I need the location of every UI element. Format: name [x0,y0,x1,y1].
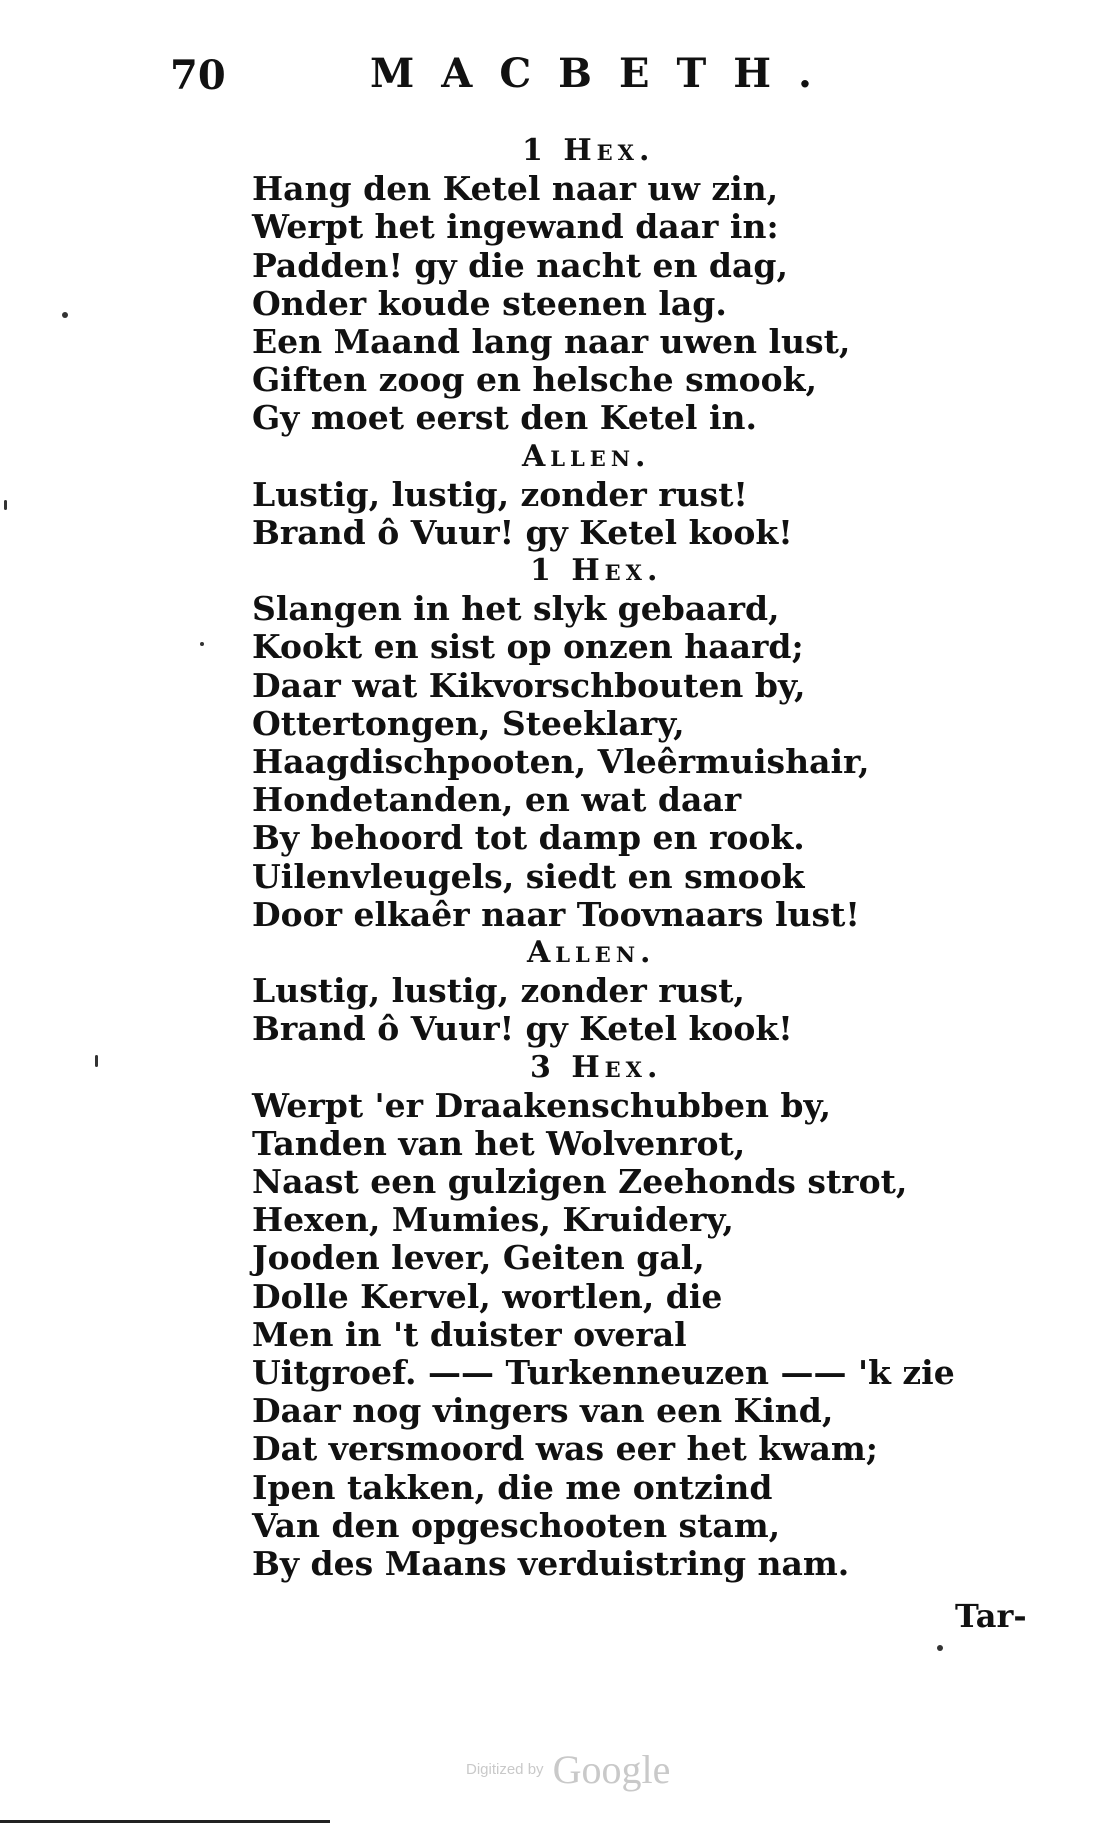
verse-line: Men in 't duister overal [252,1314,687,1354]
verse-line: Slangen in het slyk gebaard, [252,589,780,629]
verse-line: Hang den Ketel naar uw zin, [252,169,779,209]
speaker-heading: 1 Hex. [530,553,663,589]
verse-line: Gy moet eerst den Ketel in. [252,398,757,438]
running-title: MACBETH. [370,50,839,97]
verse-line: Brand ô Vuur! gy Ketel kook! [252,512,793,552]
speaker-heading: 3 Hex. [530,1049,663,1085]
verse-line: Giften zoog en helsche smook, [252,360,817,400]
verse-line: Lustig, lustig, zonder rust! [252,474,748,514]
speaker-heading: 1 Hex. [522,133,655,168]
verse-line: By behoord tot damp en rook. [252,818,805,858]
verse-line: Haagdischpooten, Vleêrmuishair, [252,742,870,781]
ink-speck [937,1645,943,1651]
speaker-heading: Allen. [527,934,656,970]
ink-speck [62,312,68,318]
verse-line: Van den opgeschooten stam, [252,1505,781,1545]
verse-line: Uitgroef. —— Turkenneuzen —— 'k zie [252,1353,955,1392]
verse-line: Daar wat Kikvorschbouten by, [252,665,806,705]
verse-line: Daar nog vingers van een Kind, [252,1391,834,1431]
verse-line: Werpt het ingewand daar in: [252,207,779,247]
catchword: Tar- [955,1597,1027,1635]
verse-line: Padden! gy die nacht en dag, [252,245,788,285]
verse-line: Tanden van het Wolvenrot, [252,1123,746,1163]
ink-speck [95,1055,98,1067]
google-logo: Google [552,1747,671,1792]
bottom-rule [0,1820,330,1823]
page-number: 70 [170,52,226,99]
verse-line: Ottertongen, Steeklary, [252,703,685,743]
verse-line: Uilenvleugels, siedt en smook [252,856,805,896]
verse-line: By des Maans verduistring nam. [252,1543,850,1583]
verse-line: Werpt 'er Draakenschubben by, [252,1085,832,1125]
verse-line: Dat versmoord was eer het kwam; [252,1429,878,1469]
ink-speck [200,642,204,646]
verse-line: Dolle Kervel, wortlen, die [252,1276,723,1316]
verse-line: Naast een gulzigen Zeehonds strot, [252,1162,908,1202]
verse-line: Hondetanden, en wat daar [252,780,742,820]
verse-line: Brand ô Vuur! gy Ketel kook! [252,1009,793,1049]
verse-line: Ipen takken, die me ontzind [252,1467,773,1507]
digitized-by-google-watermark [466,1746,670,1793]
verse-line: Lustig, lustig, zonder rust, [252,971,745,1011]
verse-line: Hexen, Mumies, Kruidery, [252,1200,734,1240]
ink-speck [4,500,7,510]
watermark-prefix: Digitized by [466,1761,544,1778]
verse-line: Een Maand lang naar uwen lust, [252,321,851,361]
verse-line: Kookt en sist op onzen haard; [252,627,804,667]
verse-text-block [252,132,1012,1583]
verse-line: Onder koude steenen lag. [252,283,727,323]
verse-line: Jooden lever, Geiten gal, [252,1238,705,1278]
speaker-heading: Allen. [522,438,651,474]
verse-line: Door elkaêr naar Toovnaars lust! [252,894,860,934]
